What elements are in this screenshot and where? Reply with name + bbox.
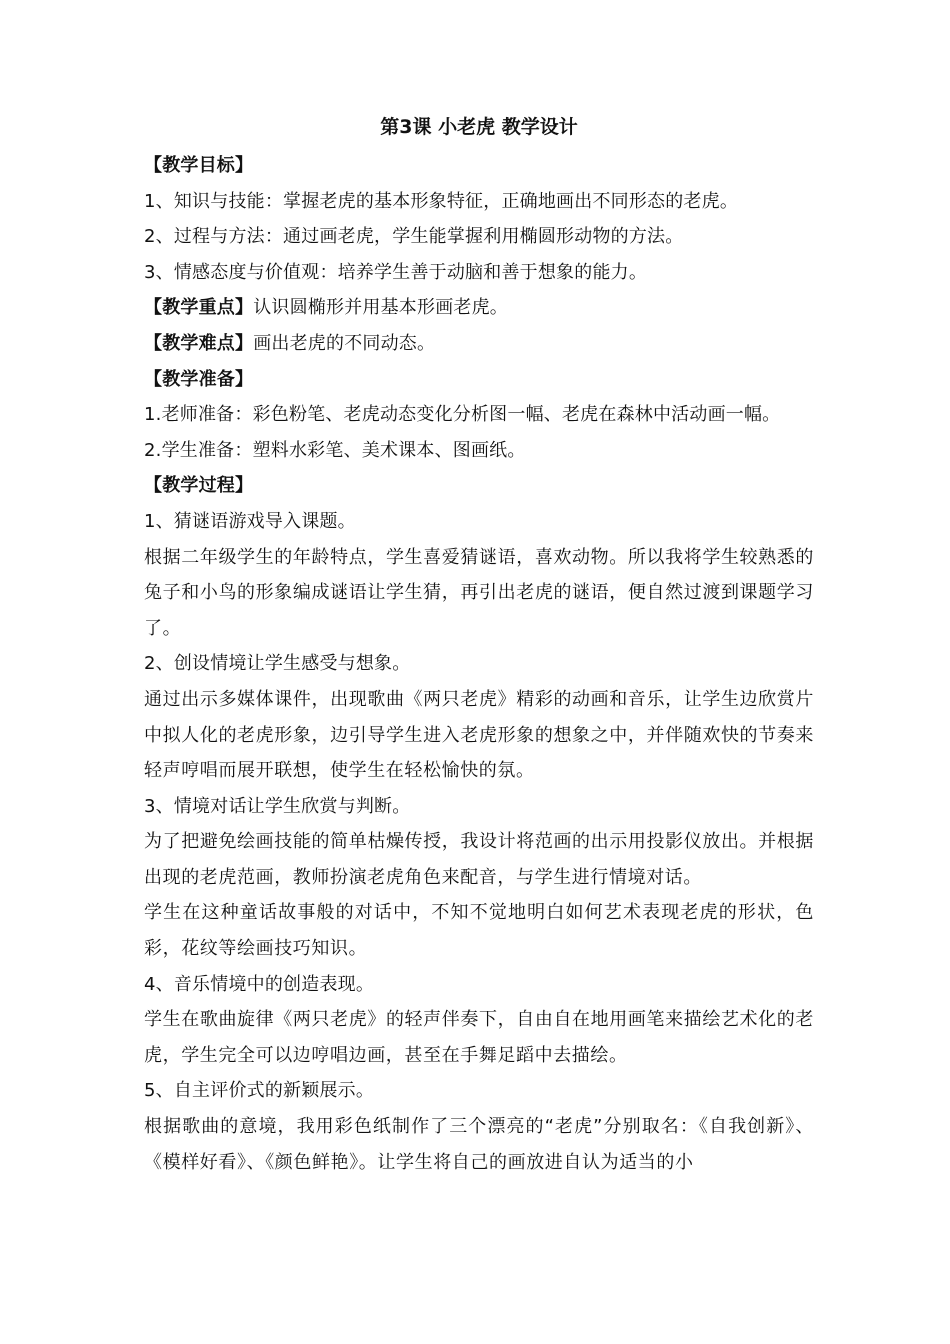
difficulty-text: 画出老虎的不同动态。 bbox=[253, 332, 436, 354]
step-2-title: 2、创设情境让学生感受与想象。 bbox=[144, 653, 411, 675]
key-point-line bbox=[144, 290, 814, 326]
prep-item-1: 1.老师准备：彩色粉笔、老虎动态变化分析图一幅、老虎在森林中活动画一幅。 bbox=[144, 404, 781, 426]
document-title: 第3课 小老虎 教学设计 bbox=[380, 116, 578, 138]
process-heading: 【教学过程】 bbox=[144, 475, 254, 497]
prep-item-2: 2.学生准备：塑料水彩笔、美术课本、图画纸。 bbox=[144, 439, 526, 461]
step-1-title: 1、猜谜语游戏导入课题。 bbox=[144, 510, 356, 532]
prep-heading: 【教学准备】 bbox=[144, 368, 254, 390]
step-3-title: 3、情境对话让学生欣赏与判断。 bbox=[144, 795, 411, 817]
difficulty-line bbox=[144, 326, 814, 362]
document-page bbox=[144, 108, 814, 1180]
difficulty-heading: 【教学难点】 bbox=[144, 332, 254, 354]
key-point-text: 认识圆椭形并用基本形画老虎。 bbox=[253, 297, 509, 319]
step-3-body-1: 为了把避免绘画技能的简单枯燥传授，我设计将范画的出示用投影仪放出。并根据出现的老虎范画，教师扮演老虎角色来配音，与学生进行情境对话。 bbox=[144, 831, 814, 888]
step-5-title: 5、自主评价式的新颖展示。 bbox=[144, 1080, 375, 1102]
key-point-heading: 【教学重点】 bbox=[144, 297, 254, 319]
step-2-body: 通过出示多媒体课件，出现歌曲《两只老虎》精彩的动画和音乐，让学生边欣赏片中拟人化的老虎形象，边引导学生进入老虎形象的想象之中，并伴随欢快的节奏来轻声哼唱而展开联想，使学生在轻松愉快的氛。 bbox=[144, 688, 814, 782]
objective-item-1: 1、知识与技能：掌握老虎的基本形象特征，正确地画出不同形态的老虎。 bbox=[144, 190, 739, 212]
objectives-heading: 【教学目标】 bbox=[144, 155, 254, 176]
objective-item-3: 3、情感态度与价值观：培养学生善于动脑和善于想象的能力。 bbox=[144, 261, 648, 283]
step-4-body: 学生在歌曲旋律《两只老虎》的轻声伴奏下，自由自在地用画笔来描绘艺术化的老虎，学生完全可以边哼唱边画，甚至在手舞足蹈中去描绘。 bbox=[144, 1009, 814, 1066]
step-3-body-2: 学生在这种童话故事般的对话中，不知不觉地明白如何艺术表现老虎的形状，色彩，花纹等绘画技巧知识。 bbox=[144, 902, 814, 960]
step-4-title: 4、音乐情境中的创造表现。 bbox=[144, 973, 375, 995]
step-5-body: 根据歌曲的意境，我用彩色纸制作了三个漂亮的“老虎”分别取名：《自我创新》、《模样好看》、《颜色鲜艳》。让学生将自己的画放进自认为适当的小 bbox=[144, 1116, 814, 1173]
objective-item-2: 2、过程与方法：通过画老虎，学生能掌握利用椭圆形动物的方法。 bbox=[144, 226, 684, 248]
step-1-body: 根据二年级学生的年龄特点，学生喜爱猜谜语，喜欢动物。所以我将学生较熟悉的兔子和小鸟的形象编成谜语让学生猜，再引出老虎的谜语，便自然过渡到课题学习了。 bbox=[144, 546, 814, 639]
